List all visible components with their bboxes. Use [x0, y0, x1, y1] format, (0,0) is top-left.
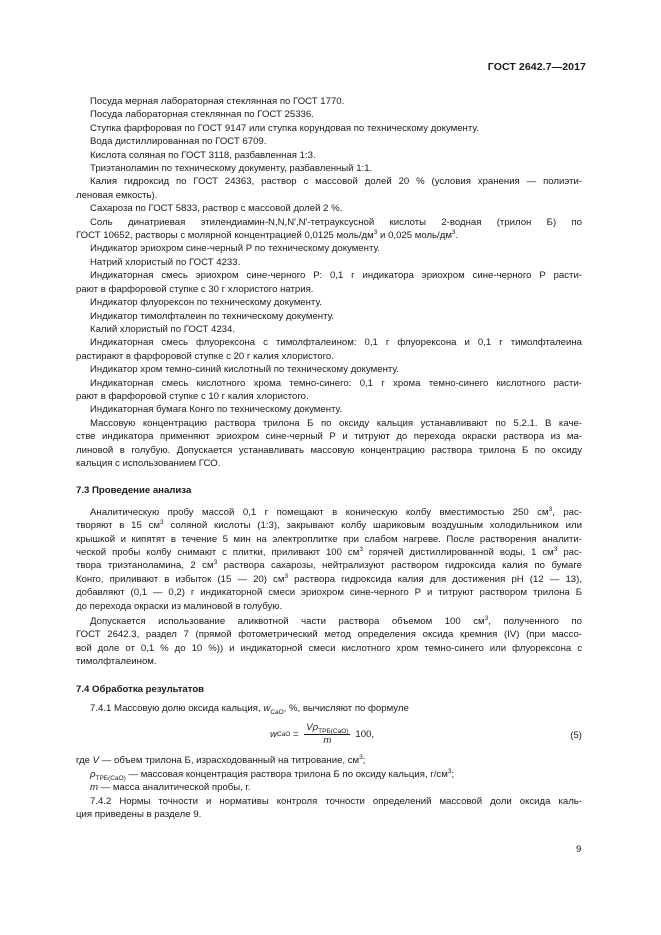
- reagent-text: Посуда лабораторная стеклянная по ГОСТ 25336.: [90, 109, 314, 121]
- symbol-rho: ρ: [312, 722, 319, 734]
- symbol-w: w: [270, 729, 277, 741]
- subscript: ТРБ(CaO): [318, 728, 349, 736]
- formula-body: w CaO = $\frac{V\rho_{ТРБ(CaO)}}{m}$ 100,: [270, 722, 375, 747]
- text-span: творяют в 15 см: [76, 520, 161, 532]
- mass-conc-text: кальция с использованием ГСО.: [76, 457, 221, 469]
- text-span: 7.4.1 Массовую долю оксида кальция,: [90, 703, 264, 715]
- reagent-line: [90, 108, 582, 121]
- text-span: ;: [451, 768, 455, 780]
- reagent-text: Индикатор тимолфталеин по техническому документу.: [90, 310, 335, 322]
- superscript: 3: [284, 572, 289, 580]
- where-block: [76, 754, 582, 794]
- text-span: Аналитическую пробу массой 0,1 г помещают в коническую колбу вместимостью 250 см: [90, 506, 549, 518]
- reagent-line: [90, 135, 582, 148]
- trilon-line-2a: ГОСТ 10652, растворы с молярной концентрацией 0,0125 моль/дм: [76, 230, 374, 242]
- superscript: 3: [359, 754, 363, 762]
- mass-conc-line-3: [76, 444, 582, 457]
- text-span: 7.4.2 Нормы точности и нормативы контроля точности определений массовой доли оксида каль-: [90, 795, 582, 807]
- superscript: 3: [484, 614, 489, 622]
- text-span: Допускается использование аликвотной части раствора объемом 100 см: [90, 616, 485, 628]
- mix2-paragraph: [90, 336, 582, 349]
- superscript: 3: [373, 228, 378, 236]
- where-line: [76, 768, 582, 781]
- mix1-line-1: Индикаторная смесь эриохром сине-черного Р: 0,1 г индикатора эриохром сине-черного Р расти-: [90, 270, 582, 282]
- text-span: твора триэтаноламина, 2 см: [76, 560, 214, 572]
- text-span: вой доле от 0,1 % до 10 %)) и индикаторной смеси кислотного хром темно-синего или флуорексона с: [76, 642, 582, 654]
- subscript: ТРБ(CaO): [95, 774, 126, 782]
- text-line: [76, 559, 582, 572]
- sucrose-line: [90, 202, 582, 215]
- document-id: ГОСТ 2642.7—2017: [487, 61, 586, 73]
- reagent-line: [90, 242, 582, 255]
- where-line: [76, 754, 582, 767]
- text-line: [90, 615, 582, 628]
- mass-conc-text: линовой в голубую. Допускается устанавливать массовую концентрацию раствора трилона Б по оксиду: [76, 444, 582, 456]
- section-title-7-4: [76, 683, 582, 696]
- text-line: [76, 655, 582, 668]
- sucrose-text: Сахароза по ГОСТ 5833, раствор с массовой долей 2 %.: [90, 203, 343, 215]
- text-span: — масса аналитической пробы, г.: [98, 782, 251, 794]
- superscript: 3: [451, 228, 456, 236]
- mix1-line-2: рают в фарфоровой ступке с 30 г хлористого натрия.: [76, 283, 314, 295]
- koh-paragraph-cont: [76, 189, 582, 202]
- reagent-line: [90, 256, 582, 269]
- text-line: [76, 546, 582, 559]
- koh-line-2: леновая емкость).: [76, 189, 158, 201]
- text-line: [76, 600, 582, 613]
- symbol-v: V: [92, 755, 100, 767]
- text-line: [76, 519, 582, 532]
- equation-number: (5): [570, 730, 582, 742]
- text-span: тимолфталеином.: [76, 656, 157, 668]
- reagent-text: Индикатор флуорексон по техническому документу.: [90, 297, 322, 309]
- mass-conc-line-1: [90, 417, 582, 430]
- text-span: ГОСТ 2642.3, раздел 7 (прямой фотометрический метод определения оксида кремния (IV) (при массо-: [76, 629, 582, 641]
- mix2-line-2: растирают в фарфоровой ступке с 20 г калия хлористого.: [76, 350, 334, 362]
- text-span: до перехода окраски из малиновой в голубую.: [76, 600, 283, 612]
- aliquot-paragraph: [76, 614, 582, 669]
- mix1-paragraph-cont: [76, 283, 582, 296]
- text-span: горячей дистиллированной воды, 1 см: [362, 547, 554, 558]
- reagent-text: Посуда мерная лабораторная стеклянная по ГОСТ 1770.: [90, 96, 345, 107]
- reagent-line: [90, 310, 582, 323]
- reagent-line: [90, 95, 582, 108]
- reagent-text: Триэтаноламин по техническому документу, разбавленный 1:1.: [90, 163, 373, 175]
- superscript: 3: [160, 519, 164, 526]
- text-line-7-4-2-cont: [76, 808, 582, 821]
- symbol-w: w: [263, 703, 271, 715]
- page-body: [76, 95, 582, 822]
- trilon-paragraph: [90, 216, 582, 229]
- formula-tail: 100,: [355, 729, 375, 741]
- superscript: 3: [548, 505, 553, 513]
- reagent-text: Индикаторная бумага Конго по техническому документу.: [90, 404, 342, 416]
- text-span: крышкой и кипятят в течение 5 мин на электроплитке при слабом нагреве. После растворения аналити-: [76, 533, 582, 545]
- text-span: , %, вычисляют по формуле: [283, 703, 409, 715]
- koh-line-1: Калия гидроксид по ГОСТ 24363, раствор с массовой долей 20 % (условия хранения — полиэти-: [90, 176, 582, 188]
- trilon-line-2c: .: [455, 230, 459, 242]
- reagent-text: Ступка фарфоровая по ГОСТ 9147 или ступка корундовая по техническому документу.: [90, 122, 479, 134]
- text-span: Конго, приливают в избыток (15 — 20) см: [76, 573, 285, 585]
- text-span: ческой пробы колбу снимают с плитки, приливают 100 см: [76, 547, 360, 558]
- text-span: ция приведены в разделе 9.: [76, 809, 202, 821]
- trilon-paragraph-cont: [76, 229, 582, 242]
- page-header: [488, 61, 586, 74]
- mix3-line-1: Индикаторная смесь кислотного хрома темно-синего: 0,1 г хрома темно-синего кислотного расти-: [90, 377, 582, 389]
- text-line: [90, 506, 582, 519]
- text-span: — объем трилона Б, израсходованный на титрование, см: [99, 755, 360, 767]
- analysis-paragraph: [76, 505, 582, 613]
- trilon-line-2b: и 0,025 моль/дм: [377, 230, 452, 242]
- superscript: 3: [553, 545, 558, 553]
- reagent-text: Вода дистиллированная по ГОСТ 6709.: [90, 136, 267, 148]
- symbol-rho: ρ: [90, 768, 96, 780]
- reagent-text: Натрий хлористый по ГОСТ 4233.: [90, 256, 241, 268]
- text-line-7-4-1: [90, 702, 582, 715]
- superscript: 3: [447, 767, 452, 775]
- text-line: [76, 586, 582, 599]
- text-span: соляной кислоты (1:3), закрывают колбу шариковым воздушным холодильником или: [163, 520, 582, 532]
- mass-conc-text: Массовую концентрацию раствора трилона Б по оксиду кальция устанавливают по 5.2.1. В каче-: [90, 417, 582, 429]
- text-span: ;: [362, 755, 366, 767]
- text-span: где: [76, 755, 93, 767]
- numerator: [304, 722, 350, 735]
- reagent-line: [90, 323, 582, 336]
- text-span: — массовая концентрация раствора трилона Б по оксиду кальция, г/см: [125, 768, 448, 780]
- superscript: 3: [359, 545, 363, 553]
- equals-sign: =: [290, 729, 302, 741]
- reagent-line: [90, 162, 582, 175]
- mix3-paragraph-cont: [76, 390, 582, 403]
- mix1-paragraph: [90, 269, 582, 282]
- section-title-text: 7.4 Обработка результатов: [76, 683, 205, 695]
- text-span: добавляют (0,1 — 0,2) г индикаторной смеси эриохром сине-черного Р и титруют раствором трилона Б: [76, 587, 582, 599]
- reagent-text: Кислота соляная по ГОСТ 3118, разбавленная 1:3.: [90, 149, 316, 161]
- reagent-text: Калий хлористый по ГОСТ 4234.: [90, 323, 236, 335]
- text-span: рас-: [557, 547, 582, 558]
- symbol-v: V: [306, 722, 313, 734]
- reagent-text: Индикатор хром темно-синий кислотный по техническому документу.: [90, 364, 399, 376]
- text-span: раствора сахарозы, нейтрализуют раствором гидроксида калия по бумаге: [217, 560, 582, 572]
- text-line: [76, 533, 582, 546]
- text-span: , рас-: [552, 506, 582, 518]
- mix3-paragraph: [90, 377, 582, 390]
- reagent-line: [90, 296, 582, 309]
- formula-5: [90, 720, 582, 750]
- reagent-line: [90, 403, 582, 416]
- fraction: [304, 722, 350, 747]
- mix2-paragraph-cont: [76, 350, 582, 363]
- mass-conc-line-4: [76, 457, 582, 470]
- text-line: [76, 642, 582, 655]
- trilon-line-1: Соль динатриевая этилендиамин-N,N,N',N'-тетрауксусной кислоты 2-водная (трилон Б) по: [90, 216, 582, 228]
- mix3-line-2: рают в фарфоровой ступке с 10 г калия хлористого.: [76, 390, 309, 402]
- koh-paragraph: [90, 175, 582, 188]
- reagent-line: [90, 122, 582, 135]
- reagent-line: [90, 363, 582, 376]
- text-span: раствора гидроксида калия для достижения рН (12 — 13),: [288, 573, 582, 585]
- text-line: [76, 573, 582, 586]
- reagent-line: [90, 149, 582, 162]
- mix2-line-1: Индикаторная смесь флуорексона с тимолфталеином: 0,1 г флуорексона и 0,1 г тимолфталеина: [90, 337, 582, 349]
- where-line: [76, 781, 582, 794]
- reagent-text: Индикатор эриохром сине-черный Р по техническому документу.: [90, 243, 380, 255]
- subscript: CaO: [270, 708, 284, 716]
- section-title-7-3: [76, 484, 582, 497]
- page-number: 9: [576, 844, 582, 855]
- denominator: m: [323, 735, 332, 747]
- symbol-m: m: [90, 782, 98, 794]
- text-line: [76, 628, 582, 641]
- mass-conc-line-2: [76, 430, 582, 443]
- section-title-text: 7.3 Проведение анализа: [76, 485, 192, 497]
- text-span: , полученного по: [488, 616, 582, 628]
- superscript: 3: [213, 559, 218, 567]
- mass-conc-text: стве индикатора применяют эриохром сине-черный Р и титруют до перехода окраски раствора из ма-: [76, 431, 582, 443]
- text-line-7-4-2: [90, 795, 582, 808]
